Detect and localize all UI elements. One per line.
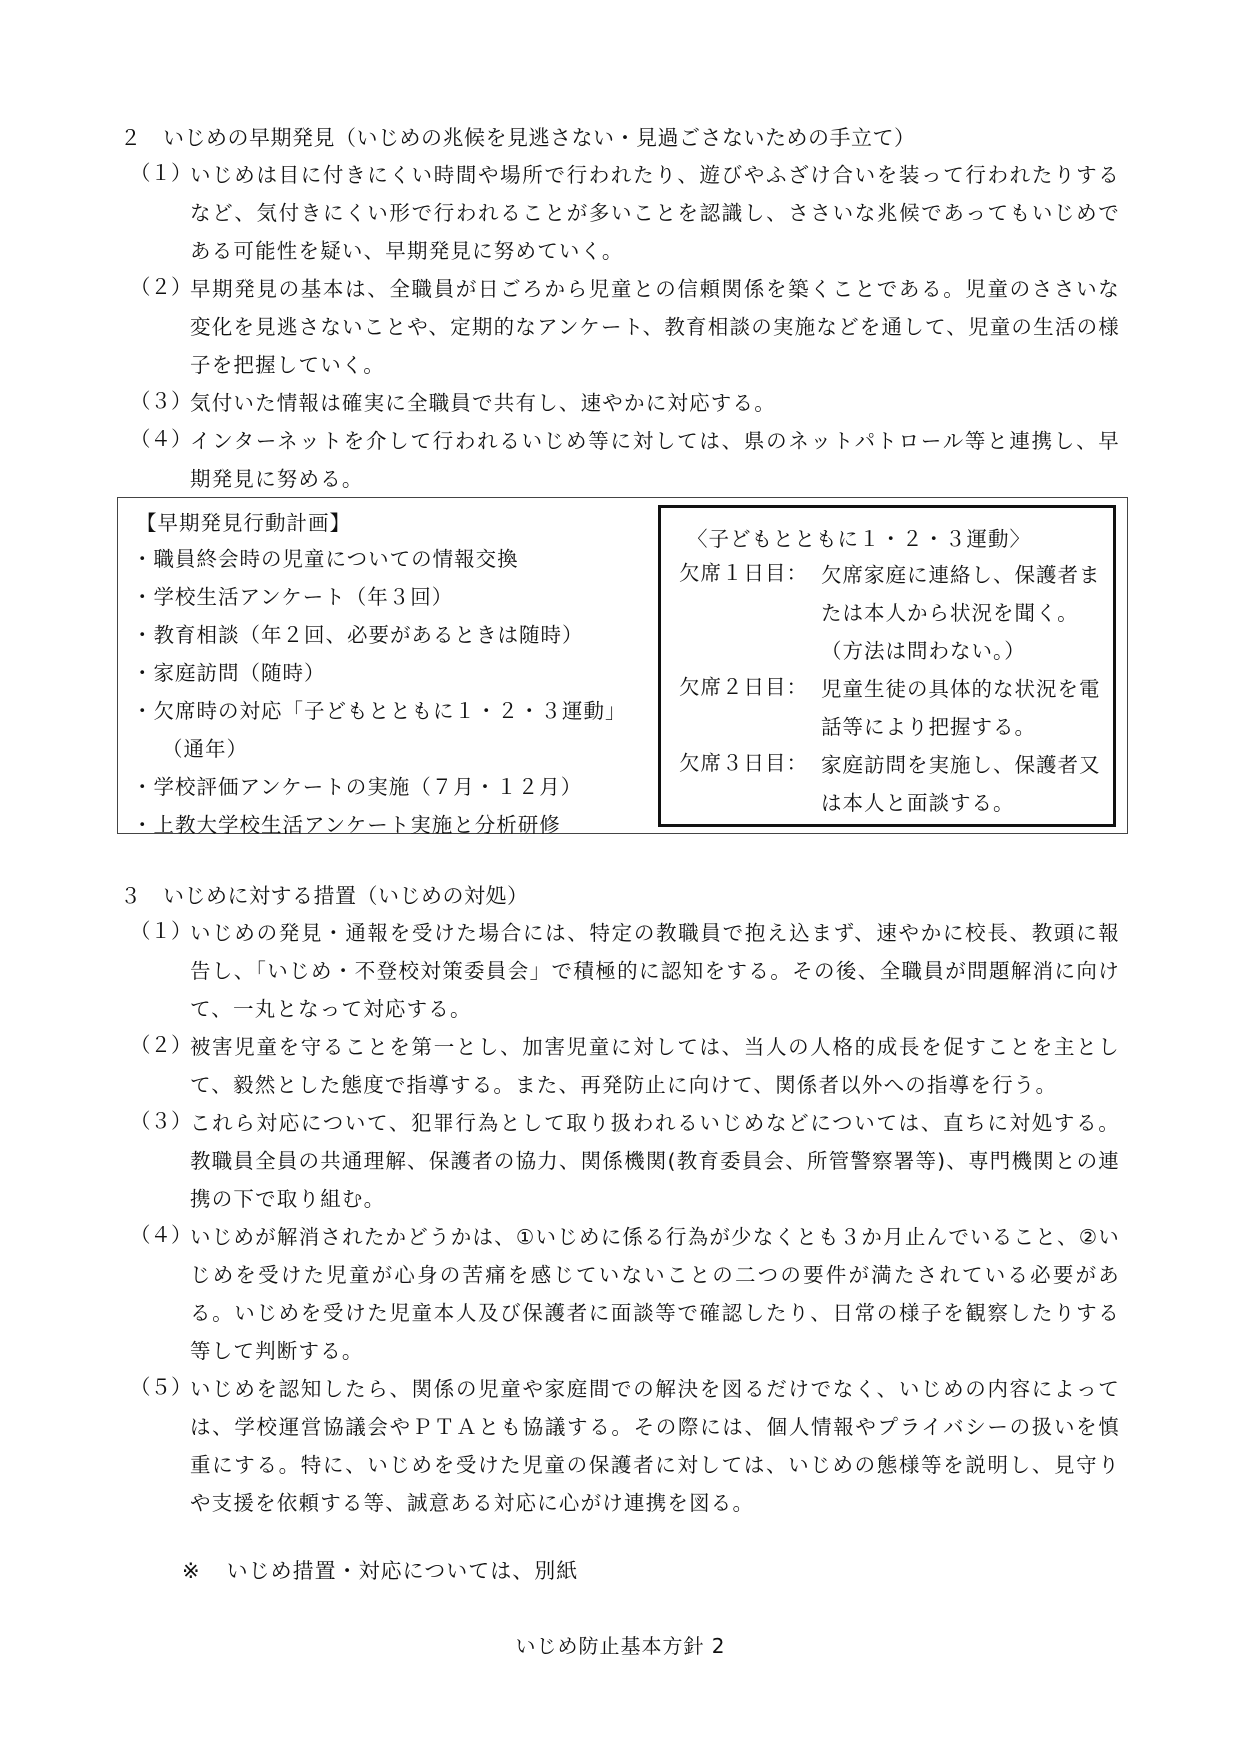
item-text: 被害児童を守ることを第一とし、加害児童に対しては、当人の人格的成長を促すことを主として、毅然とした態度で指導する。また、再発防止に向けて、関係者以外への指導を行う。	[190, 1035, 1120, 1097]
plan-item: ・上教大学校生活アンケート実施と分析研修	[132, 813, 561, 837]
early-detection-plan-box	[117, 497, 1128, 837]
item-text: 気付いた情報は確実に全職員で共有し、速やかに対応する。	[190, 391, 776, 415]
item-text: これら対応について、犯罪行為として取り扱われるいじめなどについては、直ちに対処する。教職員全員の共通理解、保護者の協力、関係機関(教育委員会、所管警察署等)、専門機関との連携の下で取り組む。	[190, 1111, 1120, 1211]
rule-desc: 児童生徒の具体的な状況を電話等により把握する。	[821, 677, 1101, 739]
item-number: （３）	[130, 389, 192, 413]
plan-item: ・職員終会時の児童についての情報交換	[132, 547, 519, 571]
separate-sheet-note	[182, 1555, 578, 1585]
movement-rule-day-2	[679, 670, 1109, 746]
reference-mark: ※	[182, 1559, 201, 1583]
item-number: （４）	[130, 427, 192, 451]
item-number: （１）	[130, 919, 192, 943]
item-text: いじめを認知したら、関係の児童や家庭間での解決を図るだけでなく、いじめの内容によっては、学校運営協議会やＰＴＡとも協議する。その際には、個人情報やプライバシーの扱いを慎重にする。特に、いじめを受けた児童の保護者に対しては、いじめの態様等を説明し、見守りや支援を依頼する等、誠意ある対応に心がけ連携を図る。	[190, 1377, 1120, 1515]
item-text: いじめが解消されたかどうかは、①いじめに係る行為が少なくとも３か月止んでいること、②いじめを受けた児童が心身の苦痛を感じていないことの二つの要件が満たされている必要がある。いじめを受けた児童本人及び保護者に面談等で確認したり、日常の様子を観察したりする等して判断する。	[190, 1225, 1120, 1363]
item-number: （２）	[130, 275, 192, 299]
section-2-item-2	[130, 270, 1120, 384]
plan-title: 【早期発見行動計画】	[136, 511, 351, 535]
rule-day: 欠席３日目：	[679, 751, 808, 775]
section-3-heading: ３ いじめに対する措置（いじめの対処）	[120, 884, 529, 908]
plan-item	[132, 692, 627, 768]
item-number: （１）	[130, 161, 192, 185]
plan-item-text: ・欠席時の対応「子どもとともに１・２・３運動」	[132, 699, 627, 723]
section-2-item-4	[130, 422, 1120, 498]
item-text: いじめの発見・通報を受けた場合には、特定の教職員で抱え込まず、速やかに校長、教頭に報告し、「いじめ・不登校対策委員会」で積極的に認知をする。その後、全職員が問題解消に向けて、一丸となって対応する。	[190, 921, 1120, 1021]
rule-desc: 家庭訪問を実施し、保護者又は本人と面談する。	[821, 753, 1101, 815]
movement-box	[658, 505, 1116, 827]
section-3-item-1	[130, 914, 1120, 1028]
movement-rule-day-3	[679, 746, 1109, 822]
item-text: インターネットを介して行われるいじめ等に対しては、県のネットパトロール等と連携し、早期発見に努める。	[190, 429, 1120, 491]
movement-title: 〈子どもとともに１・２・３運動〉	[687, 527, 1031, 551]
movement-rule-day-1	[679, 556, 1109, 670]
section-3-item-2	[130, 1028, 1120, 1104]
item-number: （３）	[130, 1109, 192, 1133]
item-number: （４）	[130, 1223, 192, 1247]
section-2-item-1	[130, 156, 1120, 270]
plan-item: ・学校評価アンケートの実施（７月・１２月）	[132, 775, 583, 799]
item-number: （５）	[130, 1375, 192, 1399]
section-2-item-3	[130, 384, 1120, 422]
plan-item: ・学校生活アンケート（年３回）	[132, 585, 454, 609]
page-footer: いじめ防止基本方針 2	[515, 1634, 726, 1658]
plan-list	[132, 540, 627, 844]
section-3-item-4	[130, 1218, 1120, 1370]
rule-day: 欠席１日目：	[679, 561, 808, 585]
item-text: 早期発見の基本は、全職員が日ごろから児童との信頼関係を築くことである。児童のささいな変化を見逃さないことや、定期的なアンケート、教育相談の実施などを通して、児童の生活の様子を把握していく。	[190, 277, 1120, 377]
section-3-item-5	[130, 1370, 1120, 1522]
item-number: （２）	[130, 1033, 192, 1057]
section-3-item-3	[130, 1104, 1120, 1218]
plan-item: ・教育相談（年２回、必要があるときは随時）	[132, 623, 584, 647]
plan-item-continuation: （通年）	[162, 737, 248, 761]
plan-item: ・家庭訪問（随時）	[132, 661, 326, 685]
section-2-heading: ２ いじめの早期発見（いじめの兆候を見逃さない・見過ごさないための手立て）	[120, 126, 916, 150]
rule-desc: 欠席家庭に連絡し、保護者または本人から状況を聞く。（方法は問わない。）	[821, 563, 1101, 663]
note-text: いじめ措置・対応については、別紙	[226, 1559, 579, 1583]
rule-day: 欠席２日目：	[679, 675, 808, 699]
item-text: いじめは目に付きにくい時間や場所で行われたり、遊びやふざけ合いを装って行われたりするなど、気付きにくい形で行われることが多いことを認識し、ささいな兆候であってもいじめである可能性を疑い、早期発見に努めていく。	[190, 163, 1120, 263]
